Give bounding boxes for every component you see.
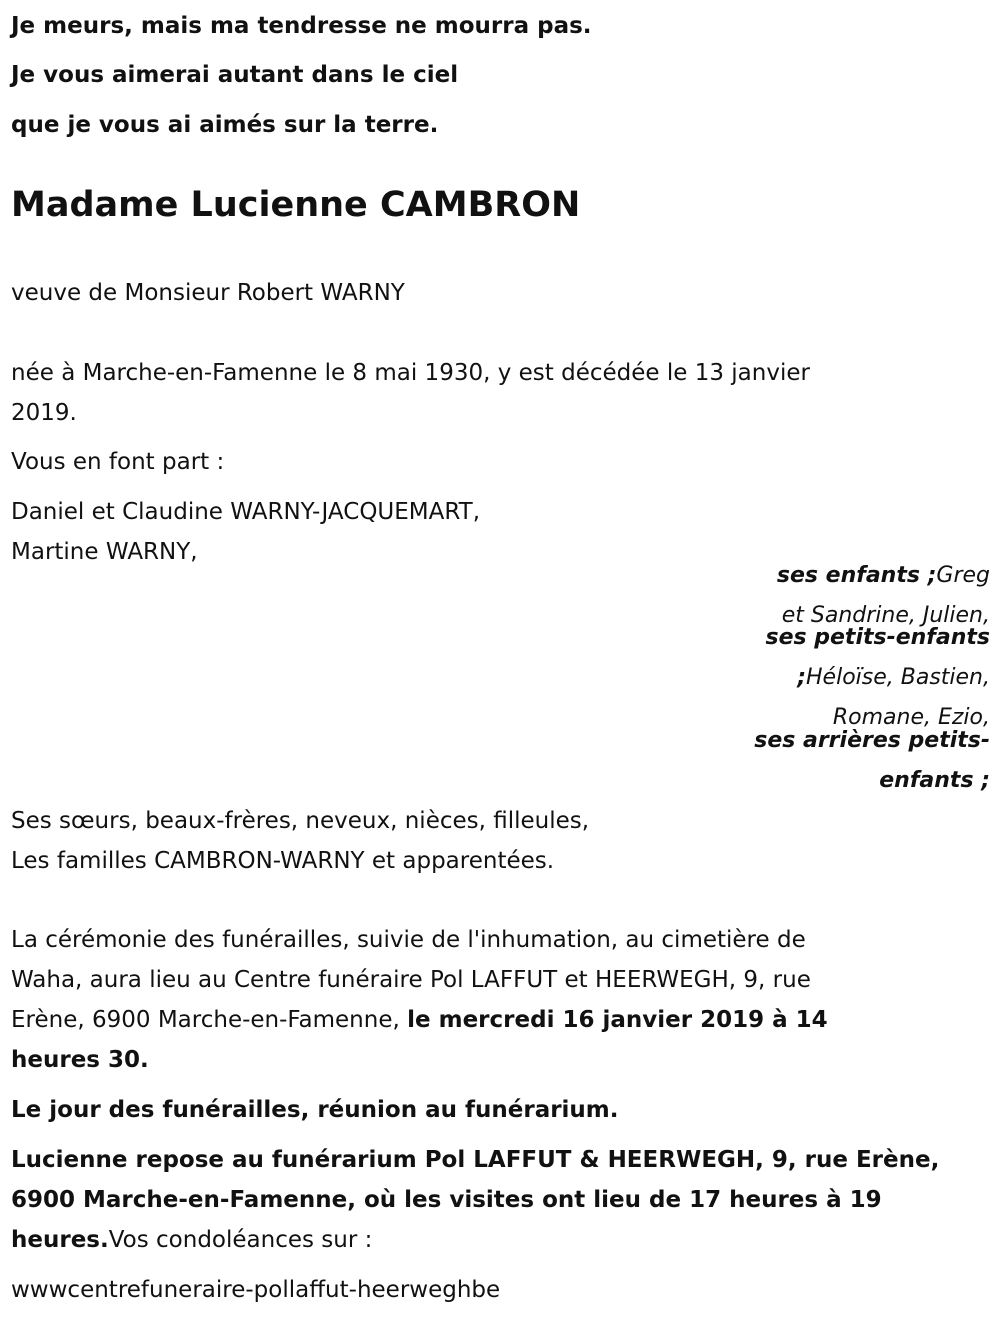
birth-death-line-1: née à Marche-en-Famenne le 8 mai 1930, y est décédée le 13 janvier (11, 360, 810, 386)
great-grandchildren-role-2: enfants ; (879, 768, 990, 793)
great-grandchildren-line-2: Romane, Ezio, (832, 705, 990, 730)
widow-of-text: veuve de Monsieur Robert WARNY (11, 280, 405, 306)
ceremony-time: heures 30. (11, 1047, 149, 1073)
children-role: ses enfants ; (776, 563, 937, 588)
deceased-name: Madame Lucienne CAMBRON (11, 185, 581, 225)
children-role-line (777, 556, 990, 596)
reunion-text: Le jour des funérailles, réunion au funérarium. (11, 1097, 619, 1123)
great-grandchildren-line-1: Héloïse, Bastien, (806, 665, 990, 690)
announcement-intro: Vous en font part : (11, 449, 225, 475)
visit-line-3 (11, 1220, 372, 1260)
quote-line-2: Je vous aimerai autant dans le ciel (11, 62, 459, 88)
others-line-1: Ses sœurs, beaux-frères, neveux, nièces, filleules, (11, 808, 590, 834)
children-line-1: Daniel et Claudine WARNY-JACQUEMART, (11, 499, 481, 525)
great-grandchildren-line-1-row (797, 658, 990, 698)
ceremony-line-3 (11, 1000, 828, 1040)
visit-line-2: 6900 Marche-en-Famenne, où les visites ont lieu de 17 heures à 19 (11, 1187, 882, 1213)
visit-hours-end: heures. (11, 1227, 109, 1253)
grandchildren-line-1: Greg (936, 563, 990, 588)
ceremony-line-1: La cérémonie des funérailles, suivie de l'inhumation, au cimetière de (11, 927, 806, 953)
ceremony-date: le mercredi 16 janvier 2019 à 14 (407, 1007, 828, 1033)
quote-line-1: Je meurs, mais ma tendresse ne mourra pas. (11, 13, 592, 39)
grandchildren-role: ses petits-enfants (765, 625, 990, 650)
grandchildren-line-2: et Sandrine, Julien, (781, 603, 990, 628)
condolences-label: Vos condoléances sur : (108, 1227, 373, 1253)
condolences-website-link[interactable]: wwwcentrefuneraire-pollaffut-heerweghbe (11, 1277, 501, 1303)
great-grandchildren-role-1-row (754, 721, 990, 761)
others-line-2: Les familles CAMBRON-WARNY et apparentées. (11, 848, 555, 874)
visit-line-1: Lucienne repose au funérarium Pol LAFFUT & HEERWEGH, 9, rue Erène, (11, 1147, 940, 1173)
quote-line-3: que je vous ai aimés sur la terre. (11, 112, 439, 138)
great-grandchildren-separator: ; (797, 665, 806, 690)
children-line-2: Martine WARNY, (11, 539, 198, 565)
great-grandchildren-role-1: ses arrières petits- (754, 728, 990, 753)
ceremony-line-2: Waha, aura lieu au Centre funéraire Pol LAFFUT et HEERWEGH, 9, rue (11, 967, 811, 993)
ceremony-address-end: Erène, 6900 Marche-en-Famenne, (11, 1007, 408, 1033)
great-grandchildren-role-2-row (879, 761, 990, 801)
birth-death-line-2: 2019. (11, 400, 77, 426)
grandchildren-role-line (765, 618, 990, 658)
